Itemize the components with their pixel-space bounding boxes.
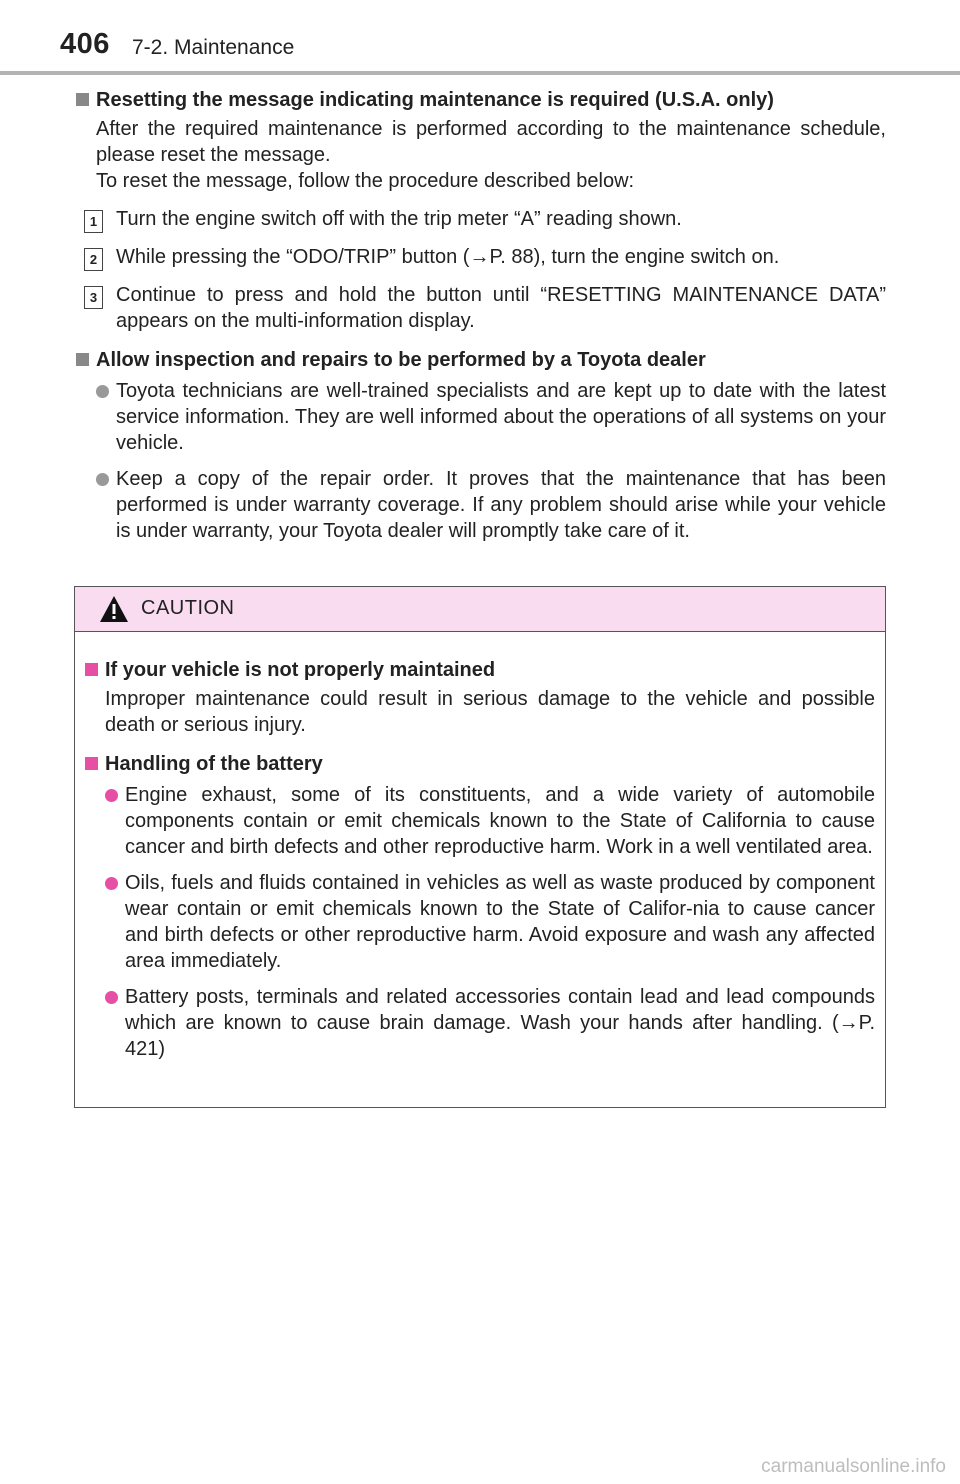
step-number-badge: 3 xyxy=(84,286,103,309)
caution-body xyxy=(75,632,885,1062)
caution-heading-maintenance: If your vehicle is not properly maintained xyxy=(85,656,875,684)
square-bullet-icon xyxy=(85,663,98,676)
square-bullet-icon xyxy=(76,93,89,106)
section-title: 7-2. Maintenance xyxy=(132,36,295,59)
square-bullet-icon xyxy=(85,757,98,770)
step-2 xyxy=(76,244,886,270)
caution-bullet: Engine exhaust, some of its constituents, and a wide variety of automobile components contain or emit chemicals known to the State of California to cause cancer and birth defects and other reproductive harm. Work in a well ventilated area. xyxy=(85,782,875,860)
dealer-bullet: Keep a copy of the repair order. It proves that the maintenance that has been performed is under warranty coverage. If any problem should arise while your vehicle is under warranty, your Toyota dealer will promptly take care of it. xyxy=(76,466,886,544)
caution-bullet: Battery posts, terminals and related accessories contain lead and lead compounds which are known to cause brain damage. Wash your hands after handling. (→P. 421) xyxy=(85,984,875,1062)
step-text: While pressing the “ODO/TRIP” button (→P. 88), turn the engine switch on. xyxy=(116,246,780,268)
square-bullet-icon xyxy=(76,353,89,366)
caution-text-maintenance: Improper maintenance could result in serious damage to the vehicle and possible death or serious injury. xyxy=(105,688,875,736)
caution-header xyxy=(75,587,885,632)
caution-box xyxy=(74,586,886,1108)
caution-title: CAUTION xyxy=(141,597,235,619)
page-number: 406 xyxy=(60,28,110,60)
reset-instruction: To reset the message, follow the procedure described below: xyxy=(96,170,635,192)
step-1 xyxy=(76,206,886,232)
circle-bullet-icon xyxy=(96,385,109,398)
reset-intro: After the required maintenance is performed according to the maintenance schedule, please reset the message. xyxy=(96,118,886,166)
circle-bullet-icon xyxy=(105,991,118,1004)
reset-heading: Resetting the message indicating maintenance is required (U.S.A. only) xyxy=(76,86,886,114)
main-content xyxy=(76,86,886,544)
step-text: Turn the engine switch off with the trip meter “A” reading shown. xyxy=(116,208,682,230)
step-number-badge: 2 xyxy=(84,248,103,271)
watermark: carmanualsonline.info xyxy=(761,1456,946,1477)
header-divider xyxy=(0,71,960,75)
step-number-badge: 1 xyxy=(84,210,103,233)
page-header xyxy=(0,0,960,76)
dealer-heading: Allow inspection and repairs to be performed by a Toyota dealer xyxy=(76,346,886,374)
circle-bullet-icon xyxy=(105,789,118,802)
caution-heading-battery: Handling of the battery xyxy=(85,750,875,778)
step-3 xyxy=(76,282,886,334)
warning-triangle-icon xyxy=(99,595,129,623)
dealer-bullet: Toyota technicians are well-trained specialists and are kept up to date with the latest service information. They are well informed about the operations of all systems on your vehicle. xyxy=(76,378,886,456)
step-text: Continue to press and hold the button until “RESETTING MAINTENANCE DATA” appears on the multi-information display. xyxy=(116,284,886,332)
circle-bullet-icon xyxy=(105,877,118,890)
circle-bullet-icon xyxy=(96,473,109,486)
caution-bullet: Oils, fuels and fluids contained in vehicles as well as waste produced by component wear contain or emit chemicals known to the State of Califor-nia to cause cancer and birth defects or other reproductive harm. Avoid exposure and wash any affected area immediately. xyxy=(85,870,875,974)
